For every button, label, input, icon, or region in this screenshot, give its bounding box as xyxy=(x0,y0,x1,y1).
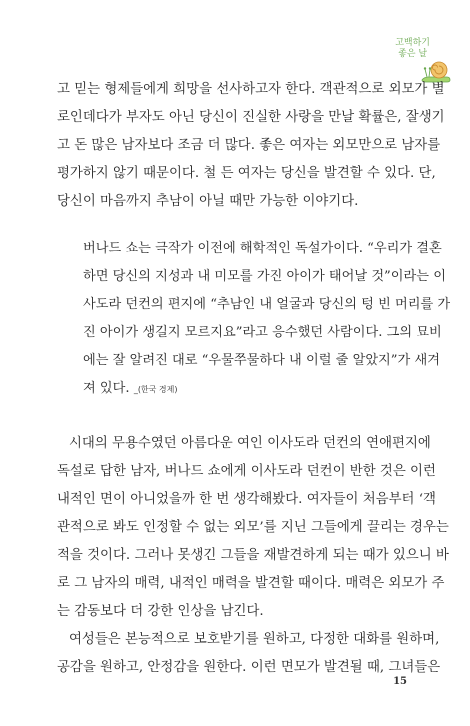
text-line: 여성들은 본능적으로 보호받기를 원하고, 다정한 대화를 원하며, xyxy=(69,632,440,647)
text-line: 당신이 마음까지 추남이 아닐 때만 가능한 이야기다. xyxy=(57,194,359,209)
snail-icon xyxy=(420,56,452,84)
quote-line: 버나드 쇼는 극작가 이전에 해학적인 독설가이다. “우리가 결혼 xyxy=(83,241,442,256)
quote-line: 하면 당신의 지성과 내 미모를 가진 아이가 태어날 것”이라는 이 xyxy=(83,269,446,284)
quote-line: 에는 잘 알려진 대로 “우물쭈물하다 내 이럴 줄 알았지”가 새겨 xyxy=(83,353,440,368)
text-line: 고 돈 많은 남자보다 조금 더 많다. 좋은 여자는 외모만으로 남자를 xyxy=(57,138,441,153)
text-line: 내적인 면이 아니었을까 한 번 생각해봤다. 여자들이 처음부터 ‘객 xyxy=(57,492,436,507)
quote-line-last xyxy=(83,377,400,396)
text-line: 관적으로 봐도 인정할 수 없는 외모’를 지닌 그들에게 끌리는 경우는 xyxy=(57,520,449,535)
text-line: 독설로 답한 남자, 버나드 쇼에게 이사도라 던컨이 반한 것은 이런 xyxy=(57,464,436,479)
text-line: 시대의 무용수였던 아름다운 여인 이사도라 던컨의 연애편지에 xyxy=(69,436,431,451)
page-number: 15 xyxy=(393,676,407,687)
quote-last-text: 져 있다. xyxy=(83,381,130,396)
quote-line: 사도라 던컨의 편지에 “추남인 내 얼굴과 당신의 텅 빈 머리를 가 xyxy=(83,297,451,312)
quote-source: _(한국 경제) xyxy=(133,385,178,394)
running-header-line2: 좋은 날 xyxy=(398,49,428,59)
quote-line: 진 아이가 생길지 모르지요”라고 응수했던 사람이다. 그의 묘비 xyxy=(83,325,442,340)
text-line: 고 믿는 형제들에게 희망을 선사하고자 한다. 객관적으로 외모가 별 xyxy=(57,82,445,97)
running-header-line1: 고백하기 xyxy=(395,38,430,48)
text-line: 적을 것이다. 그러나 못생긴 그들을 재발견하게 되는 때가 있으니 바 xyxy=(57,548,449,563)
text-line: 는 감동보다 더 강한 인상을 남긴다. xyxy=(57,604,264,619)
text-line: 로 그 남자의 매력, 내적인 매력을 발견할 때이다. 매력은 외모가 주 xyxy=(57,576,445,591)
text-line: 공감을 원하고, 안정감을 원한다. 이런 면모가 발견될 때, 그녀들은 xyxy=(57,660,441,675)
text-line: 로인데다가 부자도 아닌 당신이 진실한 사랑을 만날 확률은, 잘생기 xyxy=(57,110,445,125)
text-line: 평가하지 않기 때문이다. 철 든 여자는 당신을 발견할 수 있다. 단, xyxy=(57,166,436,181)
